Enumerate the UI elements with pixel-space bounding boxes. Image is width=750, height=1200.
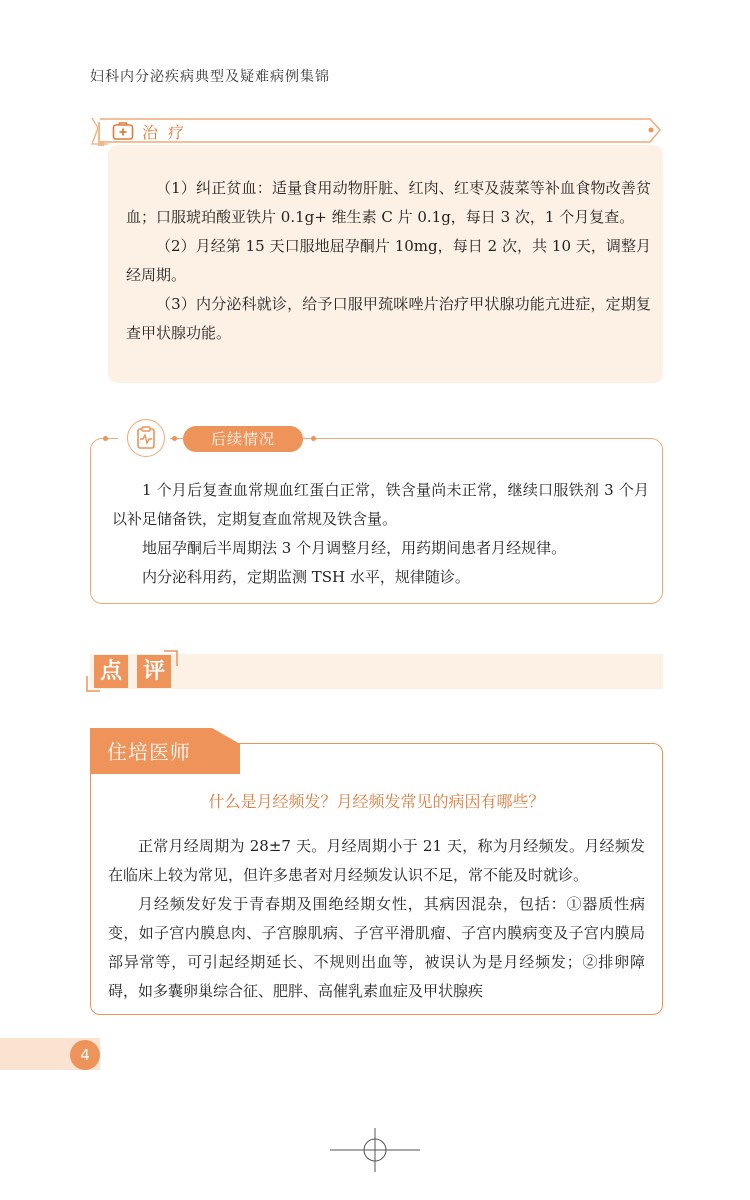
treatment-body [126,174,651,348]
treatment-paragraph: （1）纠正贫血：适量食用动物肝脏、红肉、红枣及菠菜等补血食物改善贫血；口服琥珀酸亚铁片 0.1g+ 维生素 C 片 0.1g，每日 3 次，1 个月复查。 [126,179,651,226]
clipboard-pulse-icon [128,420,164,456]
follow-up-icon-badge [127,419,165,457]
treatment-paragraph: （2）月经第 15 天口服地屈孕酮片 10mg，每日 2 次，共 10 天，调整月经周期。 [126,237,651,284]
resident-paragraph: 正常月经周期为 28±7 天。月经周期小于 21 天，称为月经频发。月经频发在临床上较为常见，但许多患者对月经频发认识不足，常不能及时就诊。 [108,837,645,884]
follow-up-paragraph: 内分泌科用药，定期监测 TSH 水平，规律随诊。 [142,568,470,586]
comment-title-char: 点 [94,655,128,688]
follow-up-paragraph: 1 个月后复查血常规血红蛋白正常，铁含量尚未正常，继续口服铁剂 3 个月以补足储备铁，定期复查血常规及铁含量。 [112,481,649,528]
running-header-title: 妇科内分泌疾病典型及疑难病例集锦 [90,69,330,85]
decor-dot [172,436,177,441]
treatment-paragraph: （3）内分泌科就诊，给予口服甲巯咪唑片治疗甲状腺功能亢进症，定期复查甲状腺功能。 [126,295,651,342]
follow-up-body [112,476,649,592]
follow-up-title: 后续情况 [183,426,303,452]
question-heading: 什么是月经频发？月经频发常见的病因有哪些？ [208,792,545,811]
crop-registration-mark [330,1128,420,1172]
page-number: 4 [70,1040,100,1070]
resident-body [108,832,645,1006]
decor-dot [103,436,108,441]
treatment-title: 治疗 [142,123,195,142]
comment-title-char: 评 [137,655,171,688]
follow-up-paragraph: 地屈孕酮后半周期法 3 个月调整月经，用药期间患者月经规律。 [142,539,567,557]
resident-doctor-label: 住培医师 [107,740,191,764]
medical-kit-icon [112,121,134,141]
resident-paragraph: 月经频发好发于青春期及围绝经期女性，其病因混杂，包括：①器质性病变，如子宫内膜息肉、子宫腺肌病、子宫平滑肌瘤、子宫内膜病变及子宫内膜局部异常等，可引起经期延长、不规则出血等，被误认为是月经频发；②排卵障碍，如多囊卵巢综合征、肥胖、高催乳素血症及甲状腺疾 [108,895,645,1000]
decor-dot [311,436,316,441]
